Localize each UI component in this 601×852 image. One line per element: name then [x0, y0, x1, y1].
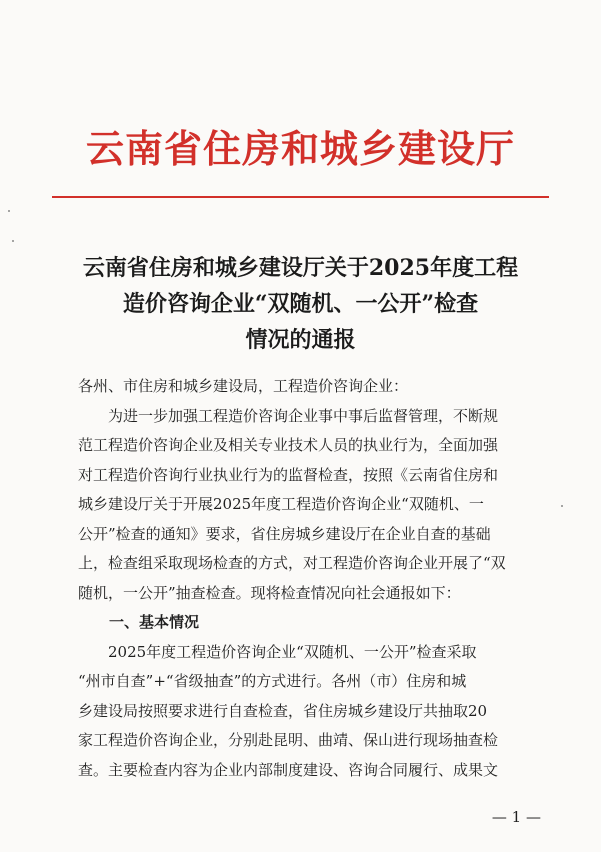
- section-heading: 一、基本情况: [109, 613, 200, 631]
- title-line: 造价咨询企业“双随机、一公开”检查: [122, 291, 479, 317]
- header-red-rule: [52, 196, 549, 198]
- title-line: 云南省住房和城乡建设厅关于2025年度工程: [82, 255, 519, 281]
- body-line: 查。主要检查内容为企业内部制度建设、咨询合同履行、成果文: [78, 760, 499, 779]
- body-line: 上，检查组采取现场检查的方式，对工程造价咨询企业开展了“双: [78, 554, 506, 572]
- body-line: 城乡建设厅关于开展2025年度工程造价咨询企业“双随机、一: [78, 495, 484, 513]
- body-line: 范工程造价咨询企业及相关专业技术人员的执业行为，全面加强: [78, 436, 499, 454]
- agency-header-title: 云南省住房和城乡建设厅: [85, 126, 515, 171]
- body-line: 对工程造价咨询行业执业行为的监督检查，按照《云南省住房和: [78, 465, 499, 484]
- paragraph-2: [78, 638, 530, 786]
- body-line: 乡建设局按照要求进行自查检查，省住房城乡建设厅共抽取20: [78, 701, 488, 720]
- scan-speck: [12, 240, 14, 242]
- body-line: 随机，一公开”抽查检查。现将检查情况向社会通报如下：: [78, 583, 461, 602]
- body-line: “州市自查”+“省级抽查”的方式进行。各州（市）住房和城: [78, 672, 467, 690]
- paragraph-1: [78, 402, 530, 609]
- body-line: 2025年度工程造价咨询企业“双随机、一公开”检查采取: [78, 642, 477, 661]
- title-line: 情况的通报: [245, 327, 356, 353]
- document-title: [0, 250, 601, 358]
- body-line: 家工程造价咨询企业，分别赴昆明、曲靖、保山进行现场抽查检: [78, 731, 499, 749]
- body-line: 为进一步加强工程造价咨询企业事中事后监督管理，不断规: [78, 406, 499, 425]
- document-body: [78, 372, 530, 785]
- scan-speck: [8, 210, 10, 212]
- page-number: — 1 —: [491, 808, 541, 826]
- scan-speck: [561, 505, 563, 507]
- body-line: 公开”检查的通知》要求，省住房城乡建设厅在企业自查的基础: [78, 524, 491, 543]
- salutation: 各州、市住房和城乡建设局，工程造价咨询企业：: [78, 377, 409, 395]
